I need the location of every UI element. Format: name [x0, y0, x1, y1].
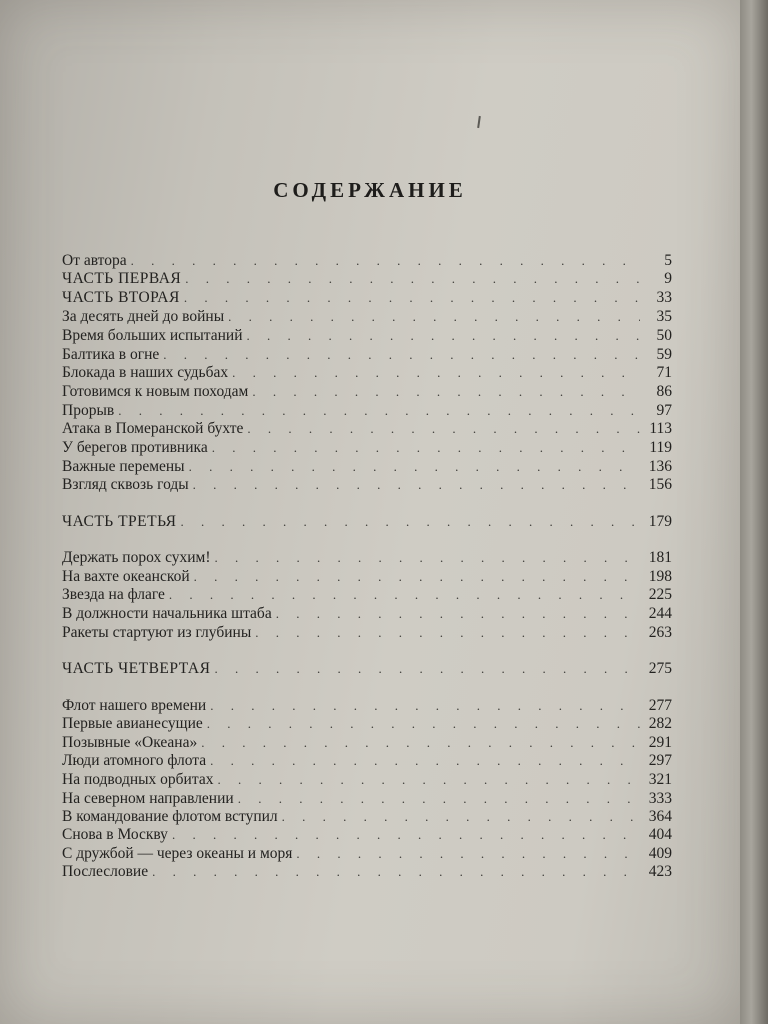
- toc-entry-label: С дружбой — через океаны и моря: [62, 845, 293, 862]
- toc-entry: [62, 252, 672, 270]
- toc-entry-label: Первые авианесущие: [62, 715, 203, 732]
- toc-entry-page: 423: [648, 863, 672, 880]
- toc-entry: [62, 346, 672, 364]
- toc-entry-label: ЧАСТЬ ПЕРВАЯ: [62, 270, 182, 287]
- dot-leader: [215, 549, 640, 567]
- toc-entry-page: 9: [664, 270, 672, 287]
- toc-entry-page: 97: [656, 402, 672, 419]
- toc-entry-label: Ракеты стартуют из глубины: [62, 624, 252, 641]
- toc-entry: [62, 605, 672, 623]
- toc-entry: [62, 439, 672, 457]
- toc-entry-label: Держать порох сухим!: [62, 549, 211, 566]
- toc-entry: [62, 549, 672, 567]
- toc-entry: [62, 771, 672, 789]
- toc-entry: [62, 270, 672, 288]
- toc-entry-label: На вахте океанской: [62, 568, 190, 585]
- toc-entry-page: 179: [648, 513, 672, 530]
- dot-leader: [228, 308, 640, 326]
- toc-entry-label: Атака в Померанской бухте: [62, 420, 244, 437]
- toc-entry: [62, 568, 672, 586]
- dot-leader: [232, 364, 640, 382]
- toc-entry: [62, 586, 672, 604]
- toc-entry-label: Время больших испытаний: [62, 327, 243, 344]
- dot-leader: [276, 605, 640, 623]
- toc-entry: [62, 752, 672, 770]
- toc-entry-page: 297: [648, 752, 672, 769]
- toc-entry: [62, 863, 672, 881]
- dot-leader: [210, 752, 640, 770]
- dot-leader: [238, 790, 640, 808]
- toc-entry-page: 364: [648, 808, 672, 825]
- toc-entry: [62, 808, 672, 826]
- toc-entry: [62, 420, 672, 438]
- toc-entry-label: Снова в Москву: [62, 826, 168, 843]
- toc-entry: [62, 402, 672, 420]
- toc-entry-page: 291: [648, 734, 672, 751]
- toc-entry-label: На подводных орбитах: [62, 771, 214, 788]
- toc-entry: [62, 383, 672, 401]
- dot-leader: [214, 660, 640, 678]
- toc-entry-label: Флот нашего времени: [62, 697, 207, 714]
- toc-entry-label: Балтика в огне: [62, 346, 160, 363]
- toc-entry-label: ЧАСТЬ ВТОРАЯ: [62, 289, 180, 306]
- dot-leader: [172, 826, 640, 844]
- toc-entry-page: 5: [664, 252, 672, 269]
- toc-entry-page: 409: [648, 845, 672, 862]
- toc-entry-page: 321: [648, 771, 672, 788]
- toc-entry-page: 275: [648, 660, 672, 677]
- toc-entry-label: В должности начальника штаба: [62, 605, 272, 622]
- pencil-mark: [477, 116, 481, 128]
- dot-leader: [207, 715, 640, 733]
- toc-entry: [62, 845, 672, 863]
- toc-entry: [62, 715, 672, 733]
- page-title: СОДЕРЖАНИЕ: [273, 178, 467, 202]
- toc-entry: [62, 734, 672, 752]
- toc-entry: [62, 790, 672, 808]
- toc-entry: [62, 458, 672, 476]
- toc-entry-label: За десять дней до войны: [62, 308, 225, 325]
- page-edge: [740, 0, 768, 1024]
- toc-entry-page: 71: [656, 364, 672, 381]
- dot-leader: [296, 845, 640, 863]
- toc-entry: [62, 826, 672, 844]
- toc-entry-page: 277: [648, 697, 672, 714]
- toc-entry-label: ЧАСТЬ ТРЕТЬЯ: [62, 513, 177, 530]
- toc-entry: [62, 660, 672, 678]
- toc-entry-page: 113: [649, 420, 672, 437]
- toc-entry: [62, 289, 672, 307]
- toc-entry-label: Люди атомного флота: [62, 752, 207, 769]
- toc-entry-page: 86: [656, 383, 672, 400]
- toc-entry-page: 198: [648, 568, 672, 585]
- toc-entry: [62, 327, 672, 345]
- toc-entry-label: От автора: [62, 252, 127, 269]
- toc-entry-label: Готовимся к новым походам: [62, 383, 249, 400]
- dot-leader: [181, 513, 640, 531]
- dot-leader: [194, 568, 640, 586]
- toc-entry: [62, 624, 672, 642]
- dot-leader: [246, 327, 640, 345]
- toc-entry-label: Важные перемены: [62, 458, 185, 475]
- dot-leader: [247, 420, 640, 438]
- toc-entry-page: 136: [648, 458, 672, 475]
- dot-leader: [255, 624, 640, 642]
- toc-entry-label: Взгляд сквозь годы: [62, 476, 189, 493]
- dot-leader: [163, 346, 640, 364]
- toc-entry-label: Звезда на флаге: [62, 586, 165, 603]
- toc-entry-page: 156: [648, 476, 672, 493]
- dot-leader: [217, 771, 640, 789]
- dot-leader: [193, 476, 640, 494]
- toc-entry-page: 244: [648, 605, 672, 622]
- toc-entry-page: 181: [648, 549, 672, 566]
- toc-entry-page: 282: [648, 715, 672, 732]
- dot-leader: [169, 586, 640, 604]
- toc-entry-label: ЧАСТЬ ЧЕТВЕРТАЯ: [62, 660, 211, 677]
- dot-leader: [118, 402, 640, 420]
- toc-entry: [62, 308, 672, 326]
- toc-entry-label: Послесловие: [62, 863, 149, 880]
- dot-leader: [201, 734, 640, 752]
- toc-entry-label: Блокада в наших судьбах: [62, 364, 229, 381]
- toc-entry-page: 333: [648, 790, 672, 807]
- dot-leader: [185, 270, 640, 288]
- toc-entry-page: 119: [649, 439, 672, 456]
- toc-entry-label: Прорыв: [62, 402, 115, 419]
- dot-leader: [210, 697, 640, 715]
- dot-leader: [131, 252, 640, 270]
- dot-leader: [252, 383, 640, 401]
- toc-entry-page: 33: [656, 289, 672, 306]
- toc-entry-page: 225: [648, 586, 672, 603]
- dot-leader: [282, 808, 640, 826]
- toc-entry-label: На северном направлении: [62, 790, 234, 807]
- toc-entry-page: 263: [648, 624, 672, 641]
- toc-entry-label: У берегов противника: [62, 439, 208, 456]
- toc-entry: [62, 697, 672, 715]
- toc-entry: [62, 513, 672, 531]
- toc-entry-label: Позывные «Океана»: [62, 734, 198, 751]
- dot-leader: [212, 439, 640, 457]
- toc-entry: [62, 476, 672, 494]
- toc-entry-label: В командование флотом вступил: [62, 808, 278, 825]
- toc-entry: [62, 364, 672, 382]
- dot-leader: [184, 289, 640, 307]
- dot-leader: [189, 458, 640, 476]
- dot-leader: [152, 863, 640, 881]
- toc-entry-page: 35: [656, 308, 672, 325]
- toc-entry-page: 404: [648, 826, 672, 843]
- toc-entry-page: 50: [656, 327, 672, 344]
- toc-entry-page: 59: [656, 346, 672, 363]
